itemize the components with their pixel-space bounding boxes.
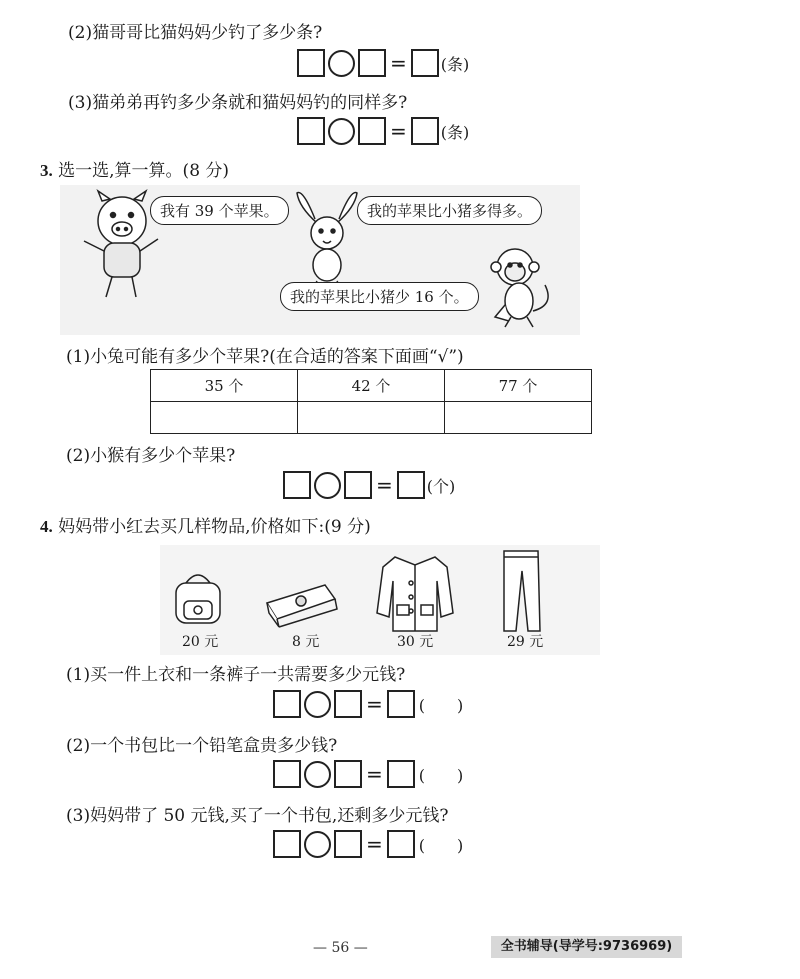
problem-3-heading bbox=[40, 156, 229, 181]
equals-sign: = bbox=[390, 51, 407, 75]
question-2-3: (3)猫弟弟再钓多少条就和猫妈妈钓的同样多? bbox=[68, 93, 408, 113]
unit-blank[interactable]: ( ) bbox=[418, 695, 464, 715]
problem-number: 3. bbox=[40, 161, 53, 180]
unit-blank[interactable]: ( ) bbox=[418, 835, 464, 855]
answer-box[interactable] bbox=[358, 117, 386, 145]
question-3-2: (2)小猴有多少个苹果? bbox=[66, 446, 236, 466]
unit-label: (条) bbox=[440, 122, 470, 142]
unit-label: (条) bbox=[440, 54, 470, 74]
question-3-1: (1)小兔可能有多少个苹果?(在合适的答案下面画“√”) bbox=[66, 347, 464, 367]
problem-title: 妈妈带小红去买几样物品,价格如下:(9 分) bbox=[58, 517, 371, 537]
option-check-cell[interactable] bbox=[151, 402, 298, 434]
pig-speech-bubble: 我有 39 个苹果。 bbox=[150, 196, 289, 225]
operator-circle[interactable] bbox=[328, 118, 355, 145]
answer-box[interactable] bbox=[334, 690, 362, 718]
equals-sign: = bbox=[390, 119, 407, 143]
answer-box[interactable] bbox=[334, 760, 362, 788]
answer-box[interactable] bbox=[273, 830, 301, 858]
problem-title: 选一选,算一算。(8 分) bbox=[58, 161, 230, 181]
problem-4-heading bbox=[40, 512, 371, 537]
operator-circle[interactable] bbox=[304, 691, 331, 718]
answer-box[interactable] bbox=[387, 690, 415, 718]
equation-2-3 bbox=[297, 115, 469, 147]
equals-sign: = bbox=[366, 692, 383, 716]
problem-number: 4. bbox=[40, 517, 53, 536]
question-4-3: (3)妈妈带了 50 元钱,买了一个书包,还剩多少元钱? bbox=[66, 806, 449, 826]
operator-circle[interactable] bbox=[314, 472, 341, 499]
page-number: — 56 — bbox=[313, 940, 368, 956]
equation-2-2 bbox=[297, 47, 469, 79]
equation-4-2 bbox=[273, 758, 463, 790]
price-coat: 30 元 bbox=[397, 634, 434, 650]
option-label: 77 个 bbox=[445, 370, 592, 402]
answer-box[interactable] bbox=[344, 471, 372, 499]
equation-3-2 bbox=[283, 469, 455, 501]
question-2-2: (2)猫哥哥比猫妈妈少钓了多少条? bbox=[68, 23, 323, 43]
equals-sign: = bbox=[376, 473, 393, 497]
answer-box[interactable] bbox=[297, 49, 325, 77]
question-4-1: (1)买一件上衣和一条裤子一共需要多少元钱? bbox=[66, 665, 406, 685]
answer-box[interactable] bbox=[387, 760, 415, 788]
operator-circle[interactable] bbox=[304, 831, 331, 858]
answer-box[interactable] bbox=[397, 471, 425, 499]
equation-4-1 bbox=[273, 688, 463, 720]
answer-box[interactable] bbox=[411, 49, 439, 77]
unit-blank[interactable]: ( ) bbox=[418, 765, 464, 785]
unit-label: (个) bbox=[426, 476, 456, 496]
option-check-cell[interactable] bbox=[298, 402, 445, 434]
brand-banner: 全书辅导(导学号:9736969) bbox=[491, 936, 682, 958]
answer-options-table bbox=[150, 369, 592, 434]
operator-circle[interactable] bbox=[304, 761, 331, 788]
equation-4-3 bbox=[273, 828, 463, 860]
rabbit-speech-bubble: 我的苹果比小猪多得多。 bbox=[357, 196, 542, 225]
answer-box[interactable] bbox=[283, 471, 311, 499]
equals-sign: = bbox=[366, 762, 383, 786]
option-label: 35 个 bbox=[151, 370, 298, 402]
operator-circle[interactable] bbox=[328, 50, 355, 77]
answer-box[interactable] bbox=[411, 117, 439, 145]
answer-box[interactable] bbox=[297, 117, 325, 145]
answer-box[interactable] bbox=[387, 830, 415, 858]
monkey-speech-bubble: 我的苹果比小猪少 16 个。 bbox=[280, 282, 479, 311]
answer-box[interactable] bbox=[273, 760, 301, 788]
price-pants: 29 元 bbox=[507, 634, 544, 650]
option-label: 42 个 bbox=[298, 370, 445, 402]
equals-sign: = bbox=[366, 832, 383, 856]
price-backpack: 20 元 bbox=[182, 634, 219, 650]
option-check-cell[interactable] bbox=[445, 402, 592, 434]
question-4-2: (2)一个书包比一个铅笔盒贵多少钱? bbox=[66, 736, 338, 756]
answer-box[interactable] bbox=[358, 49, 386, 77]
answer-box[interactable] bbox=[273, 690, 301, 718]
answer-box[interactable] bbox=[334, 830, 362, 858]
price-pencil-case: 8 元 bbox=[292, 634, 320, 650]
